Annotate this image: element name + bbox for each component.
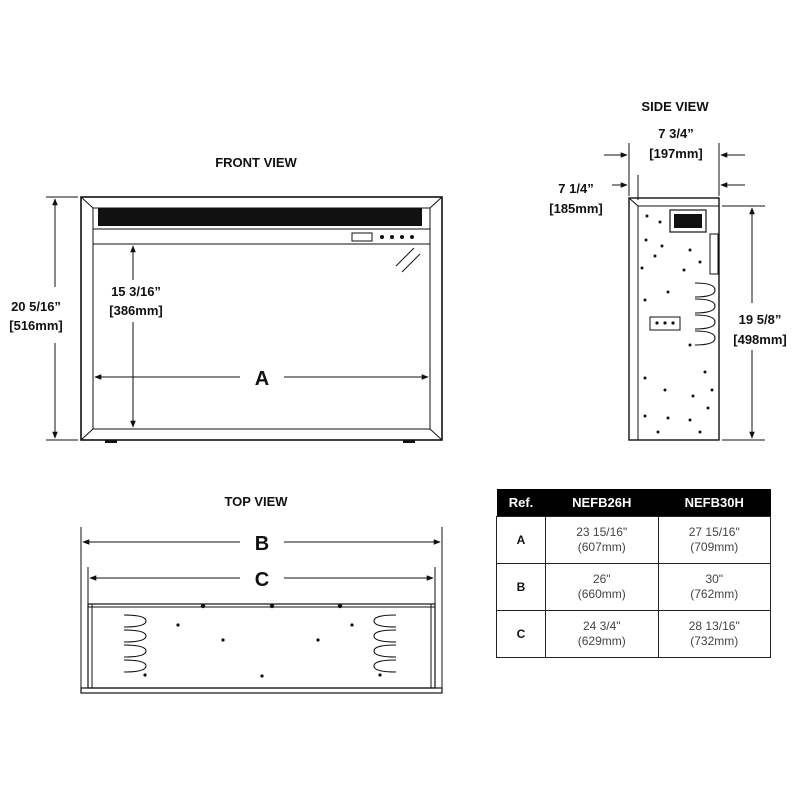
front-view-title: FRONT VIEW — [215, 155, 297, 170]
front-width-label: A — [254, 368, 270, 390]
table-cell-ref: A — [497, 517, 546, 564]
top-width-inner-label: C — [254, 569, 270, 591]
table-cell-ref: C — [497, 611, 546, 658]
table-cell-ref: B — [497, 564, 546, 611]
table-cell: 24 3/4" (629mm) — [546, 611, 659, 658]
front-height-metric: [516mm] — [9, 318, 63, 333]
table-header-nefb26h: NEFB26H — [546, 489, 659, 517]
table-row — [497, 517, 771, 564]
front-height-imperial: 20 5/16” — [11, 299, 61, 314]
side-depth-top-imperial: 7 3/4” — [658, 126, 694, 141]
side-depth-body-dimension — [612, 175, 745, 200]
heater-vent — [98, 208, 422, 226]
table-row — [497, 564, 771, 611]
table-header-nefb30h: NEFB30H — [658, 489, 771, 517]
table-row — [497, 611, 771, 658]
side-height-metric: [498mm] — [733, 332, 787, 347]
table-header-ref: Ref. — [497, 489, 546, 517]
top-width-outer-label: B — [254, 533, 270, 555]
table-cell: 26" (660mm) — [546, 564, 659, 611]
front-glass-height-imperial: 15 3/16” — [111, 284, 161, 299]
side-height-imperial: 19 5/8” — [738, 312, 782, 327]
table-cell: 27 15/16" (709mm) — [658, 517, 771, 564]
side-view-drawing — [629, 198, 719, 440]
side-depth-body-imperial: 7 1/4” — [558, 181, 594, 196]
table-header-row — [497, 489, 771, 517]
front-glass-height-metric: [386mm] — [109, 303, 163, 318]
top-view-title: TOP VIEW — [224, 494, 288, 509]
dimensions-table — [496, 489, 771, 658]
front-view-drawing — [81, 197, 442, 443]
side-depth-top-metric: [197mm] — [649, 146, 703, 161]
top-view-drawing — [81, 604, 442, 693]
table-cell: 28 13/16" (732mm) — [658, 611, 771, 658]
table-cell: 23 15/16" (607mm) — [546, 517, 659, 564]
side-depth-body-metric: [185mm] — [549, 201, 603, 216]
side-view-title: SIDE VIEW — [641, 99, 709, 114]
table-cell: 30" (762mm) — [658, 564, 771, 611]
